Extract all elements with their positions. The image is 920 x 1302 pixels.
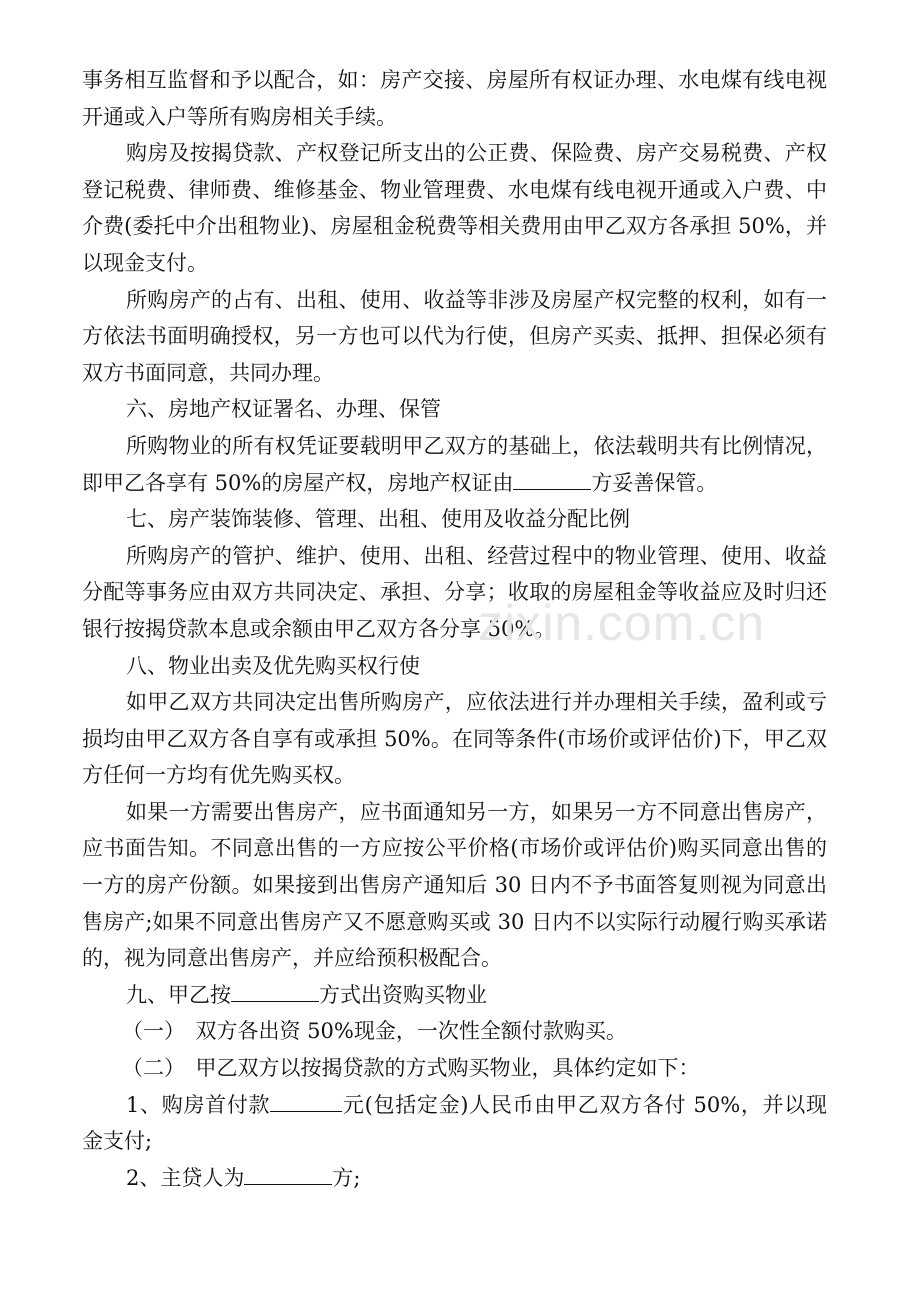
- blank-fill-line: [270, 1089, 342, 1112]
- item-down-payment-text-b: 元(包括定金)人民币由甲乙双方各付 50%，并以现金支付;: [82, 1092, 827, 1154]
- heading-section-6: 六、房地产权证署名、办理、保管: [126, 397, 441, 422]
- paragraph-certificate-text-a: 所购物业的所有权凭证要载明甲乙双方的基础上，依法载明共有比例情况，即甲乙各享有 50%的房屋产权，房地产权证由: [82, 433, 827, 495]
- heading-section-9: [82, 977, 827, 1014]
- item-down-payment-text-a: 1、购房首付款: [126, 1092, 271, 1117]
- option-two: （二） 甲乙双方以按揭贷款的方式购买物业，具体约定如下：: [122, 1056, 700, 1081]
- heading-section-9-text-a: 九、甲乙按: [126, 982, 231, 1007]
- paragraph-management: 所购房产的管护、维护、使用、出租、经营过程中的物业管理、使用、收益分配等事务应由双方共同决定、承担、分享；收取的房屋租金等收益应及时归还银行按揭贷款本息或余额由甲乙双方各分享 50%。: [82, 543, 827, 641]
- paragraph-mutual-supervision: 事务相互监督和予以配合，如：房产交接、房屋所有权证办理、水电煤有线电视开通或入户等所有购房相关手续。: [82, 68, 827, 129]
- paragraph-certificate-text-b: 方妥善保管。: [591, 470, 718, 495]
- item-main-borrower: [82, 1160, 827, 1197]
- paragraph-sale-notice: 如果一方需要出售房产，应书面通知另一方，如果另一方不同意出售房产，应书面告知。不同意出售的一方应按公平价格(市场价或评估价)购买同意出售的一方的房产份额。如果接到出售房产通知后 30 日内不予书面答复则视为同意出售房产;如果不同意出售房产又不愿意购买或 30 日内不以实际行动履行购买承诺的，视为同意出售房产，并应给预积极配合。: [82, 799, 827, 971]
- option-one: （一） 双方各出资 50%现金，一次性全额付款购买。: [122, 1019, 627, 1044]
- item-main-borrower-text-b: 方;: [332, 1165, 361, 1190]
- watermark: zixin.com.cn: [478, 595, 766, 651]
- paragraph-rights: 所购房产的占有、出租、使用、收益等非涉及房屋产权完整的权利，如有一方依法书面明确授权，另一方也可以代为行使，但房产买卖、抵押、担保必须有双方书面同意，共同办理。: [82, 287, 827, 385]
- document-page: [82, 62, 827, 1196]
- paragraph-certificate: [82, 428, 827, 501]
- heading-section-8: 八、物业出卖及优先购买权行使: [126, 653, 420, 678]
- blank-fill-line: [513, 467, 591, 490]
- heading-section-7: 七、房产装饰装修、管理、出租、使用及收益分配比例: [126, 507, 630, 532]
- item-down-payment: [82, 1087, 827, 1160]
- item-main-borrower-text-a: 2、主贷人为: [126, 1165, 245, 1190]
- paragraph-fees: 购房及按揭贷款、产权登记所支出的公正费、保险费、房产交易税费、产权登记税费、律师费、维修基金、物业管理费、水电煤有线电视开通或入户费、中介费(委托中介出租物业)、房屋租金税费等相关费用由甲乙双方各承担 50%，并以现金支付。: [82, 141, 827, 275]
- blank-fill-line: [231, 979, 319, 1002]
- paragraph-sale-decision: 如甲乙双方共同决定出售所购房产，应依法进行并办理相关手续，盈利或亏损均由甲乙双方各自享有或承担 50%。在同等条件(市场价或评估价)下，甲乙双方任何一方均有优先购买权。: [82, 690, 827, 788]
- heading-section-9-text-b: 方式出资购买物业: [319, 982, 487, 1007]
- blank-fill-line: [244, 1162, 332, 1185]
